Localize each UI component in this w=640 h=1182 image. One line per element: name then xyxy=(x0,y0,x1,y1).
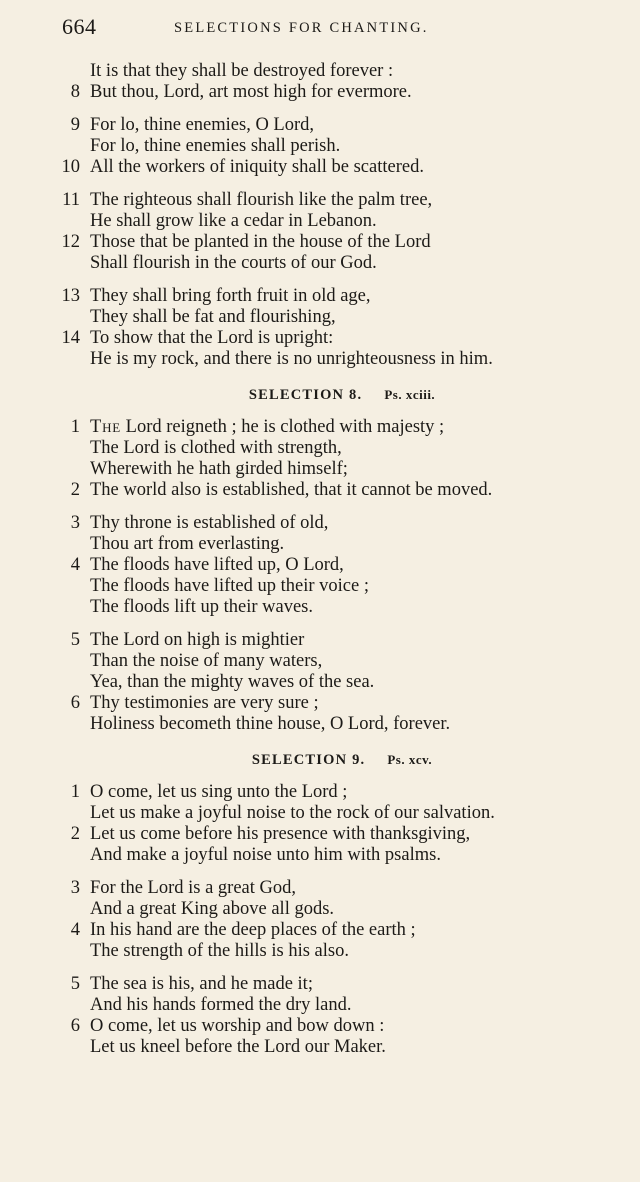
verse-group xyxy=(58,286,614,370)
verse-line xyxy=(58,307,614,328)
verse-group xyxy=(58,782,614,866)
verse-text xyxy=(90,328,333,349)
spacer xyxy=(58,735,614,750)
verse-text xyxy=(90,349,493,370)
verse-text xyxy=(90,782,347,803)
verse-group xyxy=(58,417,614,501)
stanza-gap xyxy=(58,274,614,286)
verse-text xyxy=(90,438,342,459)
verse-line xyxy=(58,328,614,349)
verse-text-content: He shall grow like a cedar in Lebanon. xyxy=(90,211,377,231)
verse-text xyxy=(90,115,314,136)
verse-text-content: And a great King above all gods. xyxy=(90,899,335,919)
verse-text xyxy=(90,211,377,232)
verse-text xyxy=(90,651,322,672)
verse-text xyxy=(90,253,377,274)
verse-group xyxy=(58,115,614,178)
verse-line xyxy=(58,513,614,534)
page-body xyxy=(58,61,614,1058)
verse-line xyxy=(58,672,614,693)
verse-number: 1 xyxy=(70,417,80,437)
stanza-gap xyxy=(58,618,614,630)
verse-text xyxy=(90,513,328,534)
verse-line xyxy=(58,417,614,438)
verse-text-content: The righteous shall flourish like the palm tree, xyxy=(90,190,433,210)
verse-group xyxy=(58,61,614,103)
verse-number: 11 xyxy=(62,190,80,210)
verse-text xyxy=(90,845,441,866)
selection-title: SELECTION 9. xyxy=(251,752,366,768)
verse-line xyxy=(58,480,614,501)
verse-line xyxy=(58,190,614,211)
verse-text-content: For lo, thine enemies shall perish. xyxy=(90,136,341,156)
page-header xyxy=(62,14,600,44)
verse-text xyxy=(90,286,371,307)
verse-number: 3 xyxy=(70,878,80,898)
verse-text-content: O come, let us sing unto the Lord ; xyxy=(90,782,348,802)
spacer xyxy=(58,770,614,782)
verse-text xyxy=(90,459,348,480)
verse-text xyxy=(90,82,412,103)
psalm-reference: Ps. xcv. xyxy=(387,752,433,767)
verse-text xyxy=(90,693,319,714)
verse-text xyxy=(90,920,416,941)
verse-text xyxy=(90,534,284,555)
small-caps-word: The xyxy=(90,417,122,437)
verse-line xyxy=(58,714,614,735)
verse-line xyxy=(58,1016,614,1037)
verse-number: 6 xyxy=(70,1016,80,1036)
verse-line xyxy=(58,974,614,995)
verse-text-content: Let us kneel before the Lord our Maker. xyxy=(90,1037,386,1057)
verse-text-content: The floods have lifted up, O Lord, xyxy=(90,555,344,575)
verse-line xyxy=(58,1037,614,1058)
verse-number: 4 xyxy=(70,920,80,940)
verse-number: 5 xyxy=(70,630,80,650)
verse-text xyxy=(90,232,431,253)
verse-text xyxy=(90,576,369,597)
verse-text xyxy=(90,824,470,845)
verse-line xyxy=(58,136,614,157)
verse-text-content: But thou, Lord, art most high for evermore. xyxy=(90,82,412,102)
verse-text xyxy=(90,899,334,920)
verse-line xyxy=(58,899,614,920)
verse-number: 9 xyxy=(70,115,80,135)
verse-text xyxy=(90,157,424,178)
verse-text-content: Wherewith he hath girded himself; xyxy=(90,459,348,479)
stanza-gap xyxy=(58,103,614,115)
verse-text-content: In his hand are the deep places of the earth ; xyxy=(90,920,416,940)
verse-line xyxy=(58,630,614,651)
verse-text xyxy=(90,1037,386,1058)
verse-line xyxy=(58,782,614,803)
verse-number: 12 xyxy=(61,232,80,252)
verse-text-content: To show that the Lord is upright: xyxy=(90,328,334,348)
verse-text-content: For the Lord is a great God, xyxy=(90,878,297,898)
verse-text-content: Let us make a joyful noise to the rock of our salvation. xyxy=(90,803,495,823)
verse-text-content: Lord reigneth ; he is clothed with majesty ; xyxy=(121,417,445,437)
verse-number: 13 xyxy=(61,286,80,306)
verse-line xyxy=(58,115,614,136)
selection-heading xyxy=(58,385,614,405)
verse-text-content: And make a joyful noise unto him with psalms. xyxy=(90,845,441,865)
verse-line xyxy=(58,157,614,178)
verse-text xyxy=(90,803,495,824)
verse-text-content: He is my rock, and there is no unrighteousness in him. xyxy=(90,349,493,369)
verse-line xyxy=(58,438,614,459)
verse-text-content: The floods lift up their waves. xyxy=(90,597,313,617)
verse-text-content: O come, let us worship and bow down : xyxy=(90,1016,385,1036)
selection-title: SELECTION 8. xyxy=(248,387,363,403)
verse-group xyxy=(58,878,614,962)
verse-line xyxy=(58,878,614,899)
verse-text xyxy=(90,307,336,328)
verse-line xyxy=(58,82,614,103)
verse-line xyxy=(58,576,614,597)
verse-group xyxy=(58,630,614,735)
verse-number: 14 xyxy=(61,328,80,348)
stanza-gap xyxy=(58,501,614,513)
stanza-gap xyxy=(58,866,614,878)
verse-text-content: It is that they shall be destroyed forever : xyxy=(90,61,394,81)
spacer xyxy=(58,405,614,417)
verse-line xyxy=(58,845,614,866)
verse-text xyxy=(90,630,304,651)
verse-line xyxy=(58,995,614,1016)
verse-group xyxy=(58,513,614,618)
verse-line xyxy=(58,693,614,714)
verse-text-content: Thy testimonies are very sure ; xyxy=(90,693,319,713)
verse-text xyxy=(90,878,296,899)
verse-text xyxy=(90,555,344,576)
selection-heading xyxy=(58,750,614,770)
verse-text xyxy=(90,995,352,1016)
verse-text-content: And his hands formed the dry land. xyxy=(90,995,352,1015)
verse-text-content: The strength of the hills is his also. xyxy=(90,941,349,961)
verse-text xyxy=(90,1016,384,1037)
verse-text xyxy=(90,714,450,735)
verse-text xyxy=(90,190,432,211)
verse-text-content: Than the noise of many waters, xyxy=(90,651,323,671)
spacer xyxy=(58,370,614,385)
verse-text-content: The world also is established, that it cannot be moved. xyxy=(90,480,493,500)
verse-line xyxy=(58,253,614,274)
verse-line xyxy=(58,651,614,672)
verse-text-content: For lo, thine enemies, O Lord, xyxy=(90,115,315,135)
verse-text-content: The sea is his, and he made it; xyxy=(90,974,313,994)
verse-number: 2 xyxy=(70,480,80,500)
verse-line xyxy=(58,824,614,845)
verse-text xyxy=(90,136,340,157)
verse-line xyxy=(58,803,614,824)
verse-number: 1 xyxy=(70,782,80,802)
running-head: SELECTIONS FOR CHANTING. xyxy=(174,20,429,36)
verse-number: 10 xyxy=(61,157,80,177)
verse-line xyxy=(58,211,614,232)
verse-group xyxy=(58,974,614,1058)
verse-text xyxy=(90,480,492,501)
verse-line xyxy=(58,534,614,555)
verse-group xyxy=(58,190,614,274)
verse-text-content: They shall bring forth fruit in old age, xyxy=(90,286,371,306)
verse-text-content: Thou art from everlasting. xyxy=(90,534,285,554)
verse-text-content: The Lord is clothed with strength, xyxy=(90,438,342,458)
verse-text-content: Shall flourish in the courts of our God. xyxy=(90,253,377,273)
verse-line xyxy=(58,597,614,618)
verse-number: 2 xyxy=(70,824,80,844)
verse-number: 5 xyxy=(70,974,80,994)
stanza-gap xyxy=(58,178,614,190)
stanza-gap xyxy=(58,962,614,974)
verse-text-content: The floods have lifted up their voice ; xyxy=(90,576,369,596)
verse-line xyxy=(58,232,614,253)
verse-text xyxy=(90,672,374,693)
verse-line xyxy=(58,349,614,370)
verse-line xyxy=(58,459,614,480)
verse-text-content: Let us come before his presence with thanksgiving, xyxy=(90,824,471,844)
verse-line xyxy=(58,286,614,307)
verse-text-content: Yea, than the mighty waves of the sea. xyxy=(90,672,375,692)
verse-text xyxy=(90,974,313,995)
verse-text xyxy=(90,417,444,438)
page-number: 664 xyxy=(62,14,97,39)
verse-text-content: All the workers of iniquity shall be scattered. xyxy=(90,157,424,177)
verse-line xyxy=(58,941,614,962)
verse-number: 3 xyxy=(70,513,80,533)
verse-text-content: Those that be planted in the house of the Lord xyxy=(90,232,431,252)
psalm-reference: Ps. xciii. xyxy=(384,387,436,402)
verse-text xyxy=(90,597,313,618)
verse-line xyxy=(58,61,614,82)
verse-number: 4 xyxy=(70,555,80,575)
verse-line xyxy=(58,555,614,576)
verse-line xyxy=(58,920,614,941)
verse-text-content: The Lord on high is mightier xyxy=(90,630,305,650)
verse-text-content: Holiness becometh thine house, O Lord, forever. xyxy=(90,714,451,734)
verse-text xyxy=(90,61,393,82)
verse-text-content: They shall be fat and flourishing, xyxy=(90,307,336,327)
verse-number: 6 xyxy=(70,693,80,713)
verse-text xyxy=(90,941,349,962)
verse-text-content: Thy throne is established of old, xyxy=(90,513,329,533)
verse-number: 8 xyxy=(70,82,80,102)
